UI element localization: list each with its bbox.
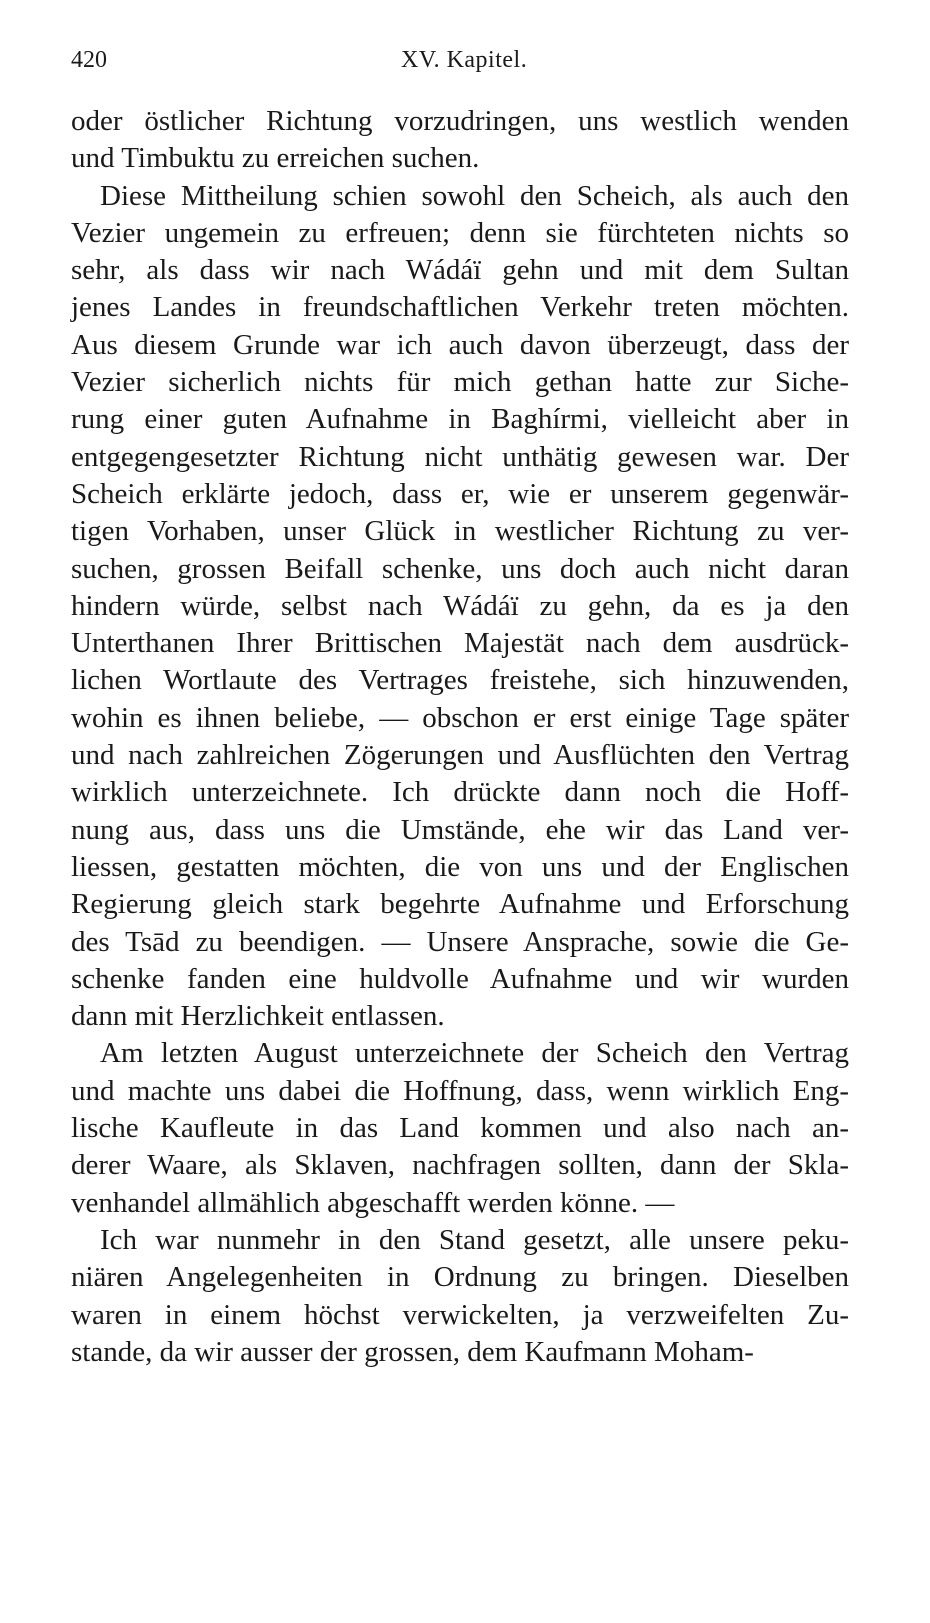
text-line: wirklich unterzeichnete. Ich drückte dann noch die Hoff-	[71, 776, 849, 809]
text-line: hindern würde, selbst nach Wádáï zu gehn, da es ja den	[71, 589, 849, 622]
text-line: suchen, grossen Beifall schenke, uns doch auch nicht daran	[71, 552, 849, 585]
text-line: entgegengesetzter Richtung nicht unthätig gewesen war. Der	[71, 440, 849, 473]
page-number: 420	[71, 47, 107, 73]
text-line: schenke fanden eine huldvolle Aufnahme und wir wurden	[71, 962, 849, 995]
text-line: und nach zahlreichen Zögerungen und Ausflüchten den Vertrag	[71, 739, 849, 772]
text-line: und Timbuktu zu erreichen suchen.	[71, 142, 480, 175]
text-line: Vezier sicherlich nichts für mich gethan hatte zur Siche-	[71, 366, 849, 399]
text-line: wohin es ihnen beliebe, — obschon er erst einige Tage später	[71, 701, 849, 734]
text-line: Regierung gleich stark begehrte Aufnahme und Erforschung	[71, 888, 849, 921]
text-line: stande, da wir ausser der grossen, dem Kaufmann Moham-	[71, 1335, 754, 1368]
text-line: oder östlicher Richtung vorzudringen, uns westlich wenden	[71, 105, 849, 137]
text-line: lichen Wortlaute des Vertrages freistehe, sich hinzuwenden,	[71, 664, 849, 697]
body-text	[71, 103, 849, 1371]
page-header	[71, 47, 849, 81]
text-line: liessen, gestatten möchten, die von uns und der Englischen	[71, 850, 849, 883]
text-line: niären Angelegenheiten in Ordnung zu bringen. Dieselben	[71, 1261, 849, 1294]
text-line: Diese Mittheilung schien sowohl den Scheich, als auch den	[100, 179, 849, 212]
text-line: Ich war nunmehr in den Stand gesetzt, alle unsere peku-	[100, 1223, 849, 1256]
text-line: waren in einem höchst verwickelten, ja verzweifelten Zu-	[71, 1298, 849, 1331]
text-line: nung aus, dass uns die Umstände, ehe wir das Land ver-	[71, 813, 849, 846]
text-line: Am letzten August unterzeichnete der Scheich den Vertrag	[100, 1037, 849, 1070]
paragraph	[71, 178, 849, 1036]
paragraph	[71, 103, 849, 178]
text-line: des Tsād zu beendigen. — Unsere Ansprache, sowie die Ge-	[71, 925, 849, 958]
text-line: tigen Vorhaben, unser Glück in westlicher Richtung zu ver-	[71, 515, 849, 548]
text-line: Scheich erklärte jedoch, dass er, wie er unserem gegenwär-	[71, 477, 849, 510]
text-line: lische Kaufleute in das Land kommen und also nach an-	[71, 1112, 849, 1145]
text-line: Aus diesem Grunde war ich auch davon überzeugt, dass der	[71, 328, 849, 361]
chapter-heading: XV. Kapitel.	[401, 47, 528, 73]
text-line: sehr, als dass wir nach Wádáï gehn und mit dem Sultan	[71, 254, 849, 287]
text-line: rung einer guten Aufnahme in Baghírmi, vielleicht aber in	[71, 403, 849, 436]
text-line: dann mit Herzlichkeit entlassen.	[71, 1000, 445, 1033]
text-line: venhandel allmählich abgeschafft werden könne. —	[71, 1186, 675, 1219]
text-line: Vezier ungemein zu erfreuen; denn sie fürchteten nichts so	[71, 216, 849, 249]
text-line: derer Waare, als Sklaven, nachfragen sollten, dann der Skla-	[71, 1149, 849, 1182]
text-line: und machte uns dabei die Hoffnung, dass, wenn wirklich Eng-	[71, 1074, 849, 1107]
paragraph	[71, 1035, 849, 1221]
paragraph	[71, 1222, 849, 1371]
text-line: jenes Landes in freundschaftlichen Verkehr treten möchten.	[71, 291, 849, 324]
text-line: Unterthanen Ihrer Brittischen Majestät nach dem ausdrück-	[71, 627, 849, 660]
